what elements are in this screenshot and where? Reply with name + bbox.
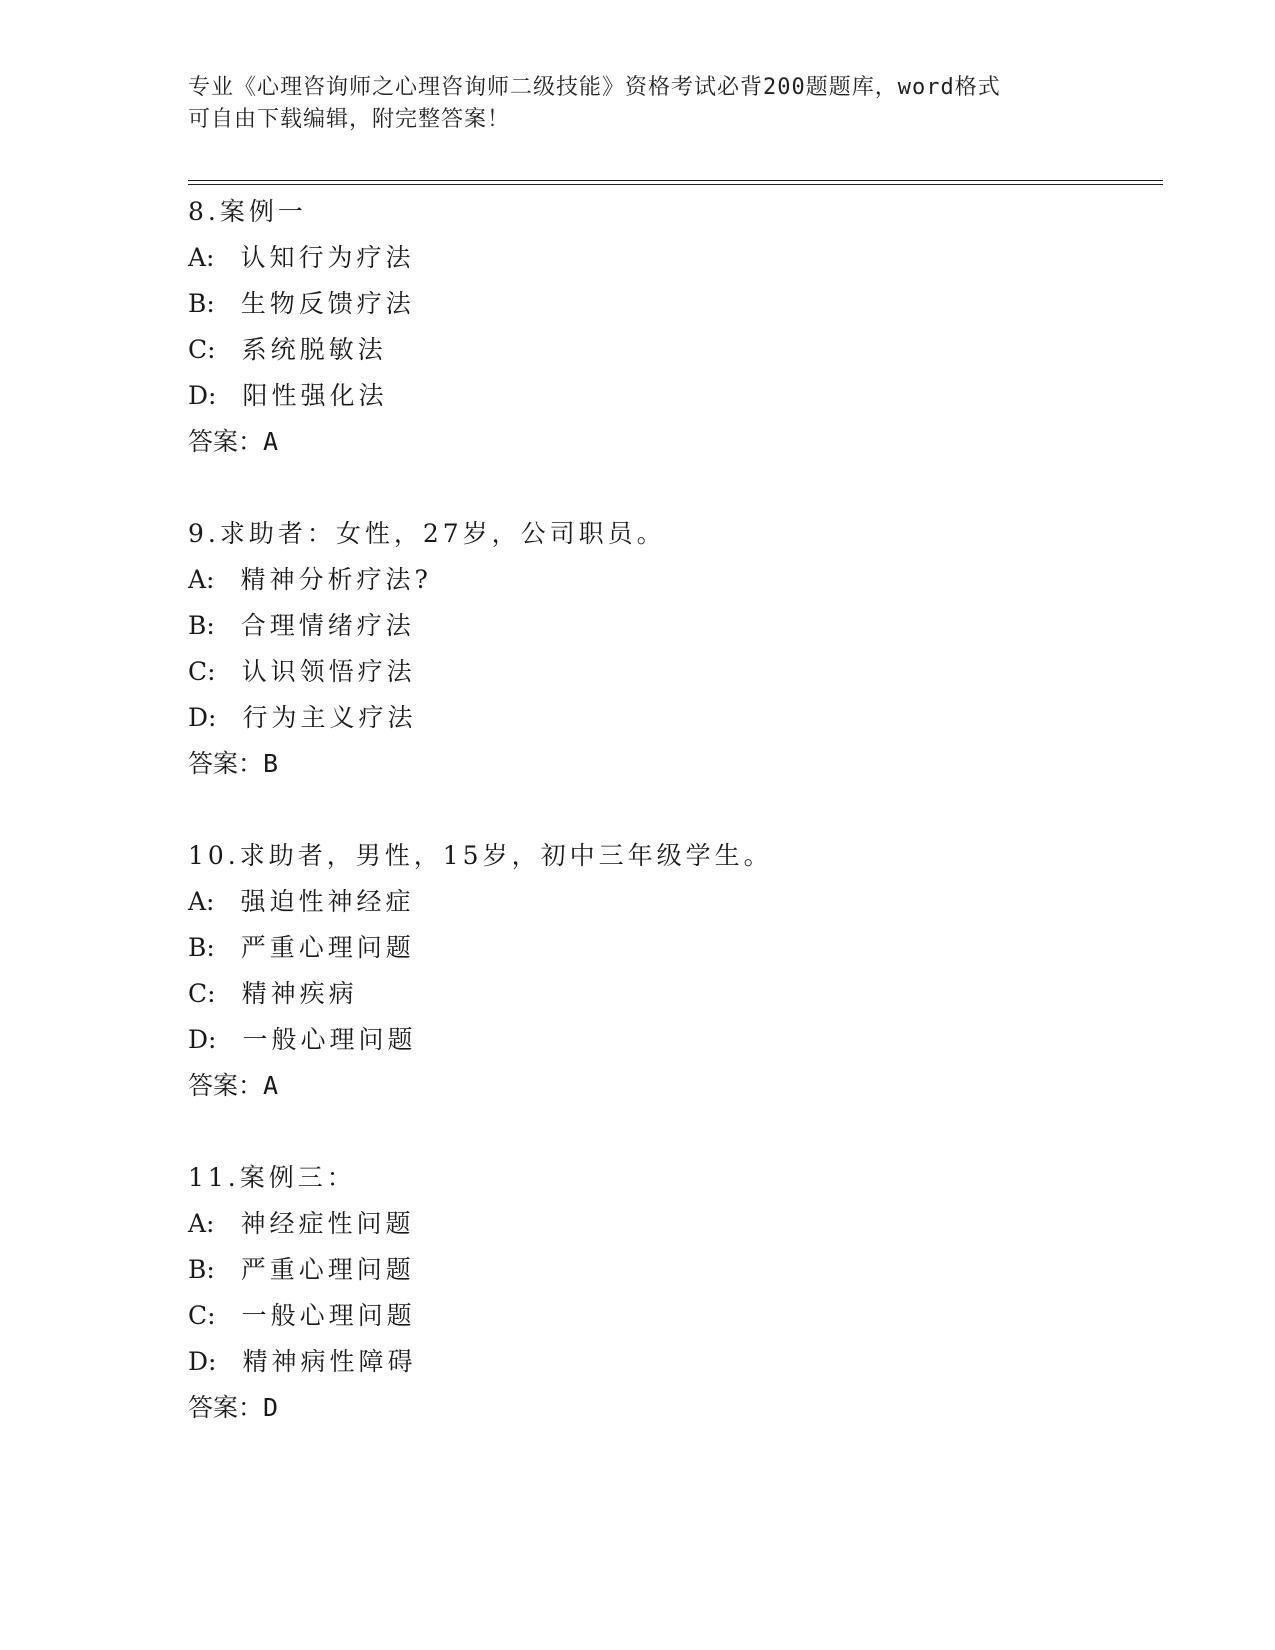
option-letter: D: [188,1347,217,1376]
header-line-1: 专业《心理咨询师之心理咨询师二级技能》资格考试必背200题题库，word格式 [188,75,1001,100]
option-text: 严重心理问题 [240,1255,415,1284]
option-text: 精神分析疗法? [240,565,432,594]
question-stem: 10.求助者，男性，15岁，初中三年级学生。 [188,841,773,870]
header-line-2: 可自由下载编辑，附完整答案！ [188,107,511,132]
answer-line [188,1063,1163,1109]
option-text: 阳性强化法 [242,381,388,410]
option-letter: A: [188,243,215,272]
option-letter: C: [188,1301,216,1330]
answer-label: 答案： [188,1393,264,1422]
document-header [188,72,1088,136]
header-divider-top [188,180,1163,181]
option-letter: D: [188,1025,217,1054]
option-letter: B: [188,933,215,962]
option-d [188,1017,1163,1063]
question-stem: 11.案例三： [188,1163,356,1192]
option-letter: B: [188,611,215,640]
option-text: 严重心理问题 [240,933,415,962]
option-text: 认知行为疗法 [240,243,415,272]
option-d [188,1339,1163,1385]
option-a [188,235,1163,281]
option-a [188,879,1163,925]
option-a [188,1201,1163,1247]
answer-line [188,741,1163,787]
question-list [188,189,1163,1431]
option-text: 认识领悟疗法 [241,657,416,686]
answer-line [188,419,1163,465]
option-letter: D: [188,381,217,410]
option-c [188,1293,1163,1339]
option-letter: C: [188,657,216,686]
answer-value: A [263,1071,279,1100]
option-letter: B: [188,289,215,318]
option-text: 一般心理问题 [242,1025,417,1054]
option-text: 强迫性神经症 [240,887,415,916]
option-letter: A: [188,1209,215,1238]
answer-label: 答案： [188,1071,264,1100]
option-b [188,925,1163,971]
option-text: 精神病性障碍 [242,1347,417,1376]
answer-line [188,1385,1163,1431]
answer-label: 答案： [188,427,264,456]
option-text: 神经症性问题 [240,1209,415,1238]
answer-value: D [263,1393,279,1422]
question-item [188,833,1163,1109]
option-letter: C: [188,335,216,364]
option-b [188,603,1163,649]
option-c [188,971,1163,1017]
option-letter: B: [188,1255,215,1284]
option-text: 合理情绪疗法 [240,611,415,640]
question-item [188,511,1163,787]
option-text: 精神疾病 [241,979,358,1008]
answer-label: 答案： [188,749,264,778]
answer-value: B [263,749,279,778]
option-text: 行为主义疗法 [242,703,417,732]
option-text: 系统脱敏法 [241,335,387,364]
option-c [188,649,1163,695]
option-b [188,1247,1163,1293]
option-letter: C: [188,979,216,1008]
question-stem: 9.求助者：女性，27岁，公司职员。 [188,519,666,548]
option-letter: D: [188,703,217,732]
question-stem: 8.案例一 [188,197,307,226]
answer-value: A [263,427,279,456]
option-a [188,557,1163,603]
option-text: 生物反馈疗法 [240,289,415,318]
option-letter: A: [188,887,215,916]
option-b [188,281,1163,327]
header-divider-bottom [188,184,1163,185]
question-item [188,189,1163,465]
option-letter: A: [188,565,215,594]
question-item [188,1155,1163,1431]
option-d [188,695,1163,741]
option-c [188,327,1163,373]
option-text: 一般心理问题 [241,1301,416,1330]
option-d [188,373,1163,419]
